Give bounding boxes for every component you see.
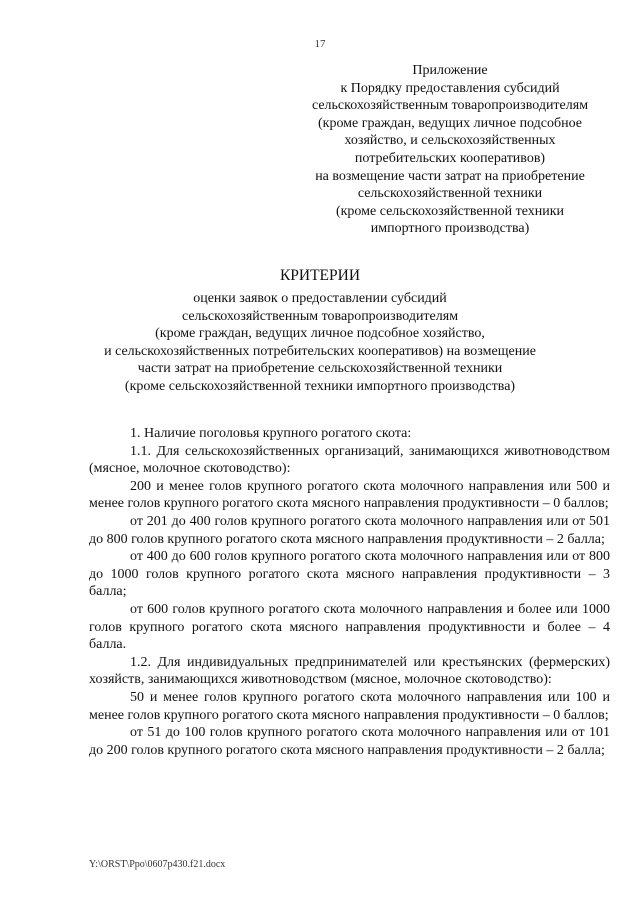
appendix-line: Приложение [412, 63, 488, 78]
criteria-subtitle-line: (кроме граждан, ведущих личное подсобное хозяйство, [155, 326, 485, 342]
criteria-subtitle-line: сельскохозяйственным товаропроизводителям [181, 308, 459, 324]
appendix-line: (кроме сельскохозяйственной техники [335, 203, 565, 219]
criteria-item: от 51 до 100 голов крупного рогатого скота молочного направления или от 101 до 200 голов крупного рогатого скота мясного направления продуктивности – 2 балла; [89, 725, 610, 758]
criteria-subtitle-line: оценки заявок о предоставлении субсидий [193, 291, 447, 306]
section-heading: 1. Наличие поголовья крупного рогатого скота: [130, 426, 412, 441]
appendix-line: сельскохозяйственным товаропроизводителям [311, 98, 589, 114]
criteria-title: КРИТЕРИИ [279, 267, 361, 284]
appendix-header [300, 62, 600, 238]
criteria-item: от 201 до 400 голов крупного рогатого скота молочного направления или от 501 до 800 голов крупного рогатого скота мясного направления продуктивности – 2 балла; [89, 513, 610, 547]
appendix-line: хозяйство, и сельскохозяйственных [344, 133, 556, 149]
appendix-line: потребительских кооперативов) [354, 150, 546, 166]
criteria-subtitle-line: (кроме сельскохозяйственной техники импортного производства) [124, 378, 516, 394]
criteria-subtitle-line: части затрат на приобретение сельскохозяйственной техники [137, 361, 503, 377]
appendix-line: сельскохозяйственной техники [357, 186, 543, 202]
page-number: 17 [314, 38, 326, 50]
criteria-subtitle-line: и сельскохозяйственных потребительских кооперативов) на возмещение [104, 343, 536, 359]
appendix-line: (кроме граждан, ведущих личное подсобное [317, 115, 582, 131]
criteria-item: 200 и менее голов крупного рогатого скота молочного направления или 500 и менее голов крупного рогатого скота мясного направления продуктивности – 0 баллов; [89, 478, 610, 512]
subsection-heading: 1.1. Для сельскохозяйственных организаций, занимающихся животноводством (мясное, молочное скотоводство): [89, 443, 610, 477]
criteria-item: от 400 до 600 голов крупного рогатого скота молочного направления или от 800 до 1000 голов крупного рогатого скота мясного направления продуктивности – 3 балла; [89, 549, 610, 600]
file-path-footer: Y:\ORST\Ppo\0607p430.f21.docx [89, 859, 226, 870]
criteria-item: 50 и менее голов крупного рогатого скота молочного направления или 100 и менее голов крупного рогатого скота мясного направления продуктивности – 0 баллов; [89, 689, 610, 723]
criteria-body [89, 425, 610, 759]
criteria-heading [60, 266, 580, 396]
appendix-line: к Порядку предоставления субсидий [340, 80, 560, 96]
subsection-heading: 1.2. Для индивидуальных предпринимателей или крестьянских (фермерских) хозяйств, занимающихся животноводством (мясное, молочное скотоводство): [89, 654, 610, 688]
criteria-item: от 600 голов крупного рогатого скота молочного направления и более или 1000 голов крупного рогатого скота мясного направления продуктивности и более – 4 балла. [89, 601, 610, 653]
appendix-line: на возмещение части затрат на приобретение [315, 168, 585, 184]
appendix-line: импортного производства) [370, 221, 530, 237]
